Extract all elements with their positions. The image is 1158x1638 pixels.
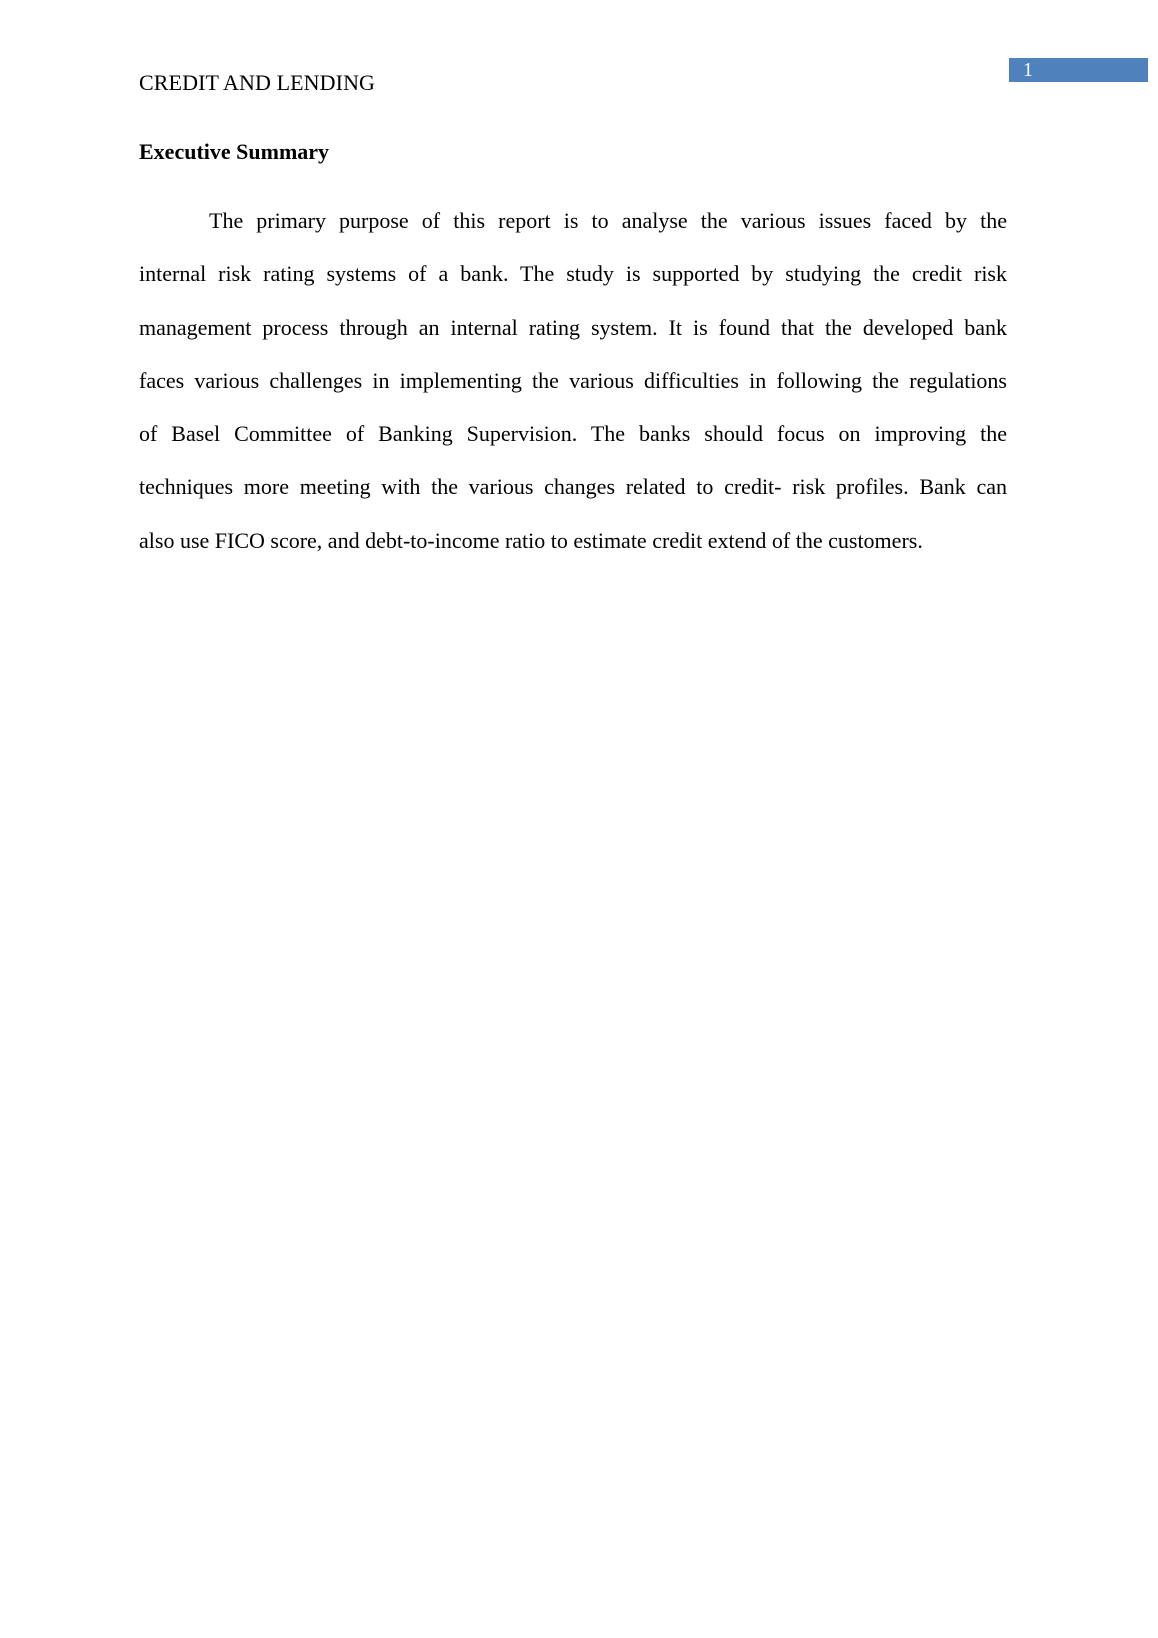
page-number: 1 (1023, 59, 1033, 81)
executive-summary-paragraph (139, 207, 1007, 580)
paragraph-line: internal risk rating systems of a bank. The study is supported by studying the credit risk (139, 261, 1007, 287)
paragraph-line: faces various challenges in implementing the various difficulties in following the regulations (139, 367, 1007, 393)
paragraph-line: of Basel Committee of Banking Supervision. The banks should focus on improving the (139, 421, 1007, 447)
section-heading: Executive Summary (139, 139, 330, 164)
paragraph-line: also use FICO score, and debt-to-income ratio to estimate credit extend of the customers. (139, 527, 923, 553)
paragraph-line: techniques more meeting with the various changes related to credit- risk profiles. Bank can (139, 474, 1007, 500)
paragraph-line: The primary purpose of this report is to analyse the various issues faced by the (209, 208, 1007, 233)
running-head: CREDIT AND LENDING (139, 70, 376, 95)
page-number-bar (1009, 58, 1148, 82)
paragraph-line: management process through an internal rating system. It is found that the developed bank (139, 314, 1007, 340)
